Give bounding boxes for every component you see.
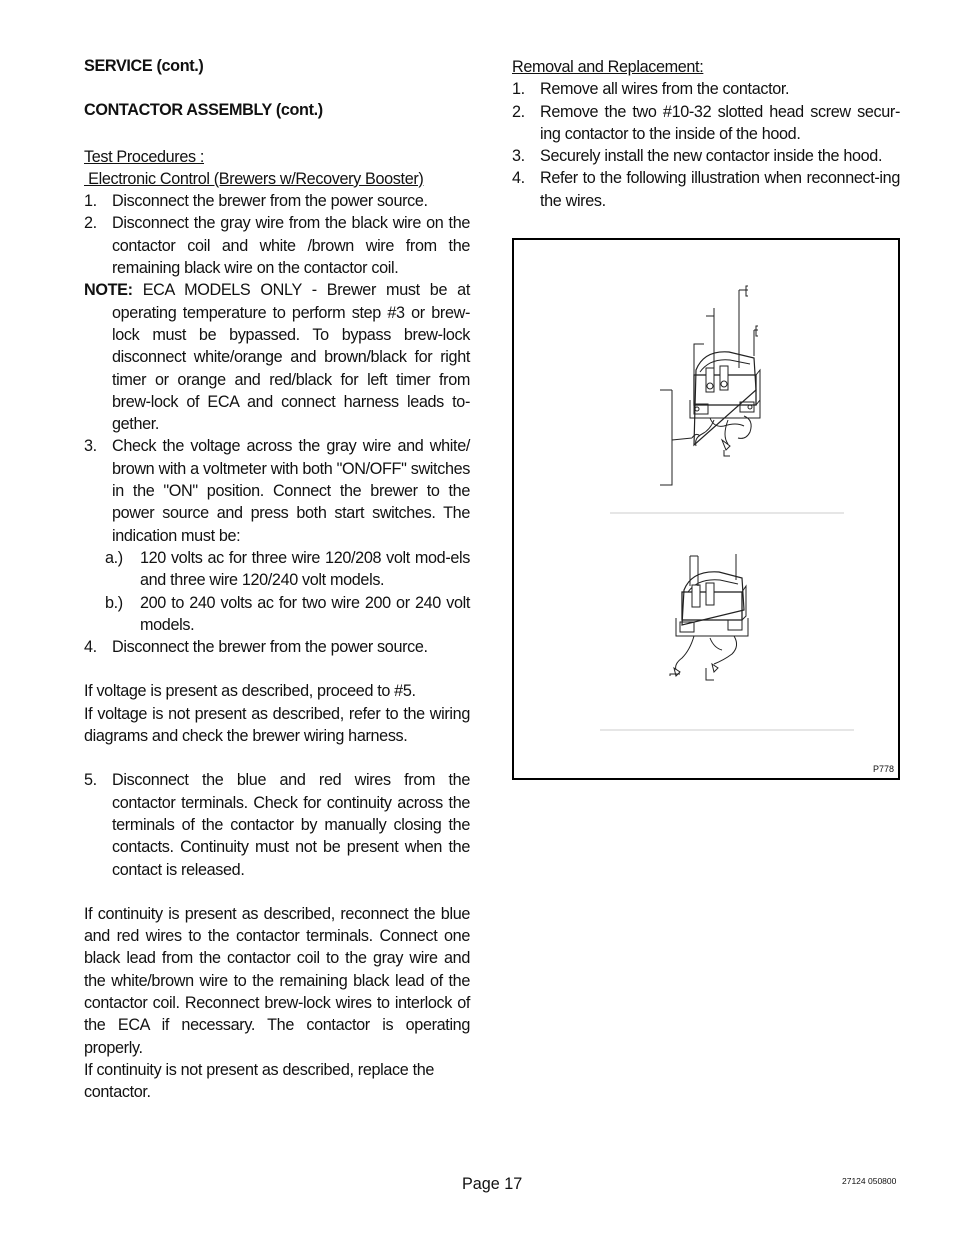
note-block: [84, 279, 470, 435]
sub-item-label: a.): [105, 548, 123, 567]
step-text: Securely install the new contactor inside the hood.: [540, 147, 883, 166]
paragraph: If continuity is present as described, reconnect the blue and red wires to the contactor terminals. Connect one black lead from the contactor coil to the gray wire and the white/brown wire to the remaining black lead of the contactor coil. Reconnect brew-lock wires to interlock of the ECA if necessary. The contactor is operating properly.: [84, 904, 470, 1057]
step-number: 4.: [512, 169, 525, 188]
step-text: Check the voltage across the gray wire and white/ brown with a voltmeter with both "ON/OFF" switches in the "ON" position. Connect the brewer to the power source and press both start switches. The indication must be:: [112, 437, 470, 545]
paragraph: If continuity is not present as described, replace the contactor.: [84, 1060, 435, 1102]
document-code: 27124 050800: [842, 1176, 897, 1186]
right-column: [512, 56, 900, 212]
page-number: Page 17: [462, 1175, 523, 1193]
contactor-illustration: [512, 238, 900, 780]
section-heading: SERVICE (cont.): [84, 57, 204, 75]
step-number: 2.: [84, 214, 97, 233]
step-number: 3.: [84, 437, 97, 456]
sub-item: [84, 547, 470, 592]
figure-label: P778: [872, 764, 894, 774]
step-item: [512, 167, 900, 212]
subsection-heading: CONTACTOR ASSEMBLY (cont.): [84, 101, 323, 120]
step-number: 4.: [84, 638, 97, 657]
step-number: 3.: [512, 147, 525, 166]
contactor-bottom-drawing: [670, 554, 748, 680]
left-column: [84, 55, 470, 1103]
paragraph: If voltage is present as described, proceed to #5.: [84, 682, 416, 701]
test-procedures-title: Test Procedures :: [84, 147, 205, 166]
step-item: [84, 212, 470, 279]
step-number: 2.: [512, 102, 525, 121]
test-procedures-subtitle: Electronic Control (Brewers w/Recovery Booster): [84, 169, 424, 188]
step-text: Remove the two #10-32 slotted head screw secur-ing contactor to the inside of the hood.: [540, 102, 900, 143]
removal-title: Removal and Replacement:: [512, 58, 704, 76]
contactor-top-drawing: [660, 286, 760, 485]
sub-item-label: b.): [105, 593, 123, 612]
step-text: Remove all wires from the contactor.: [540, 80, 790, 99]
step-item: [84, 636, 470, 658]
step-text: Disconnect the gray wire from the black wire on the contactor coil and white /brown wire from the remaining black wire on the contactor coil.: [112, 214, 470, 278]
step-number: 5.: [84, 771, 97, 790]
step-text: Refer to the following illustration when reconnect-ing the wires.: [540, 169, 900, 210]
step-item: [512, 145, 900, 167]
sub-item-text: 200 to 240 volts ac for two wire 200 or 240 volt models.: [140, 593, 470, 634]
step-item: [84, 435, 470, 546]
step-text: Disconnect the brewer from the power source.: [112, 192, 428, 211]
step-number: 1.: [512, 80, 525, 99]
step-text: Disconnect the blue and red wires from the contactor terminals. Check for continuity across the terminals of the contactor by manually closing the contacts. Continuity must not be present when the contact is released.: [112, 771, 470, 879]
contactor-drawing: [514, 240, 898, 778]
step-item: [84, 190, 470, 212]
sub-item: [84, 592, 470, 637]
note-text: ECA MODELS ONLY - Brewer must be at operating temperature to perform step #3 or brew-lock must be bypassed. To bypass brew-lock disconnect white/orange and brown/black for right timer or orange and red/black for left timer from brew-lock of ECA and connect harness leads to-gether.: [112, 281, 470, 434]
note-label: NOTE:: [84, 281, 133, 300]
paragraph: If voltage is not present as described, refer to the wiring diagrams and check the brewer wiring harness.: [84, 704, 470, 746]
step-item: [512, 78, 900, 100]
step-item: [84, 769, 470, 880]
step-text: Disconnect the brewer from the power source.: [112, 638, 428, 657]
step-number: 1.: [84, 192, 97, 211]
sub-item-text: 120 volts ac for three wire 120/208 volt mod-els and three wire 120/240 volt models.: [140, 548, 470, 590]
step-item: [512, 101, 900, 146]
